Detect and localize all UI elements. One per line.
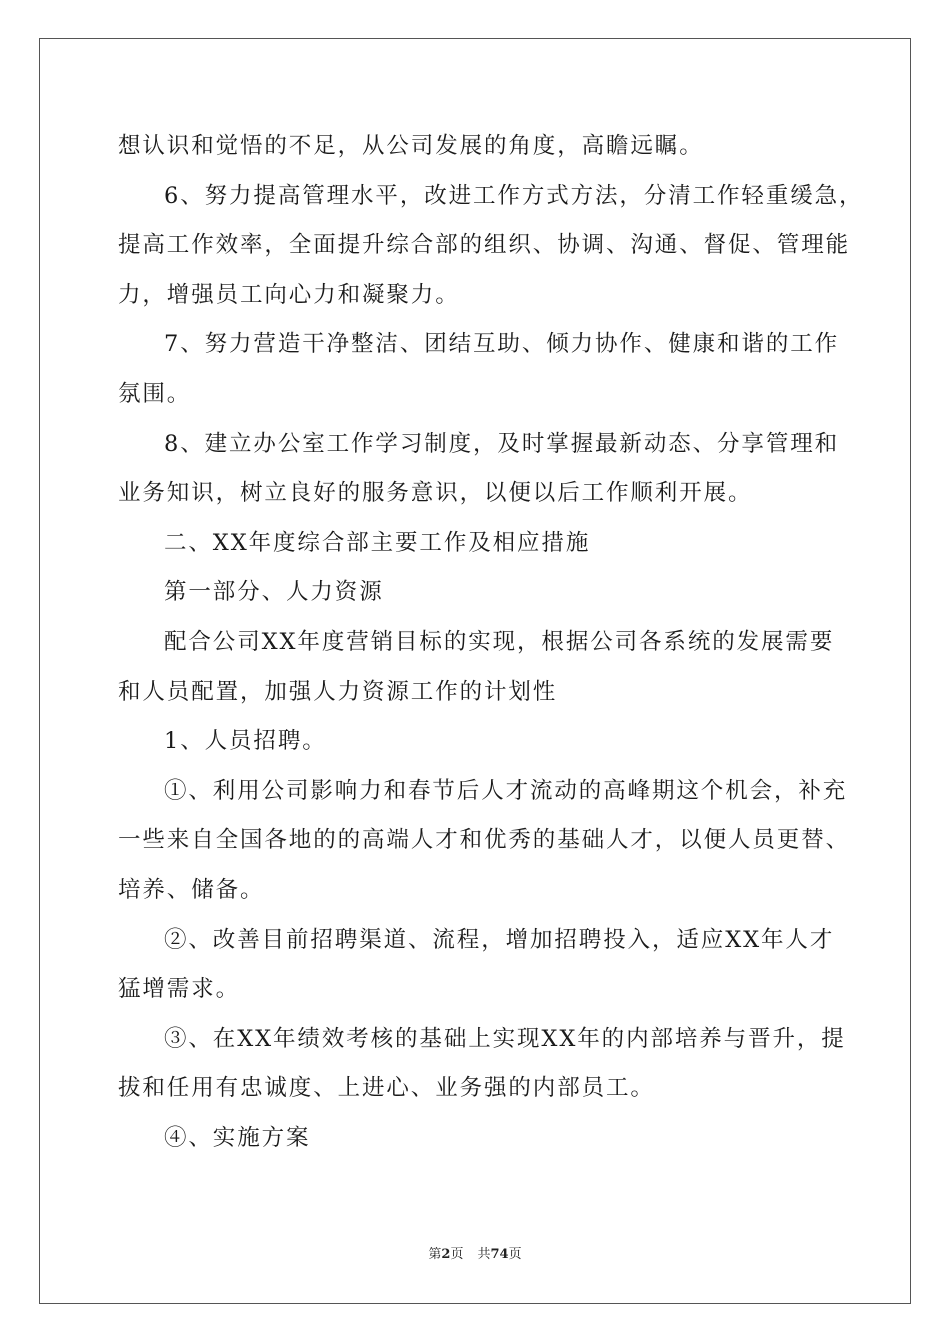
section-heading: 二、XX年度综合部主要工作及相应措施 [164, 529, 591, 556]
body-line: ④、实施方案 [164, 1124, 311, 1151]
body-line: 想认识和觉悟的不足，从公司发展的角度，高瞻远瞩。 [118, 133, 704, 159]
body-line: ③、在XX年绩效考核的基础上实现XX年的内部培养与晋升，提 [164, 1025, 846, 1052]
total-pages-number: 74 [490, 1247, 509, 1262]
subsection-heading: 第一部分、人力资源 [164, 579, 384, 606]
body-line: 7、努力营造干净整洁、团结互助、倾力协作、健康和谐的工作 [164, 331, 840, 358]
body-line: 氛围。 [118, 380, 192, 407]
body-line: 培养、储备。 [118, 876, 265, 903]
body-line: 和人员配置，加强人力资源工作的计划性 [118, 678, 558, 705]
page-prefix: 第 [428, 1247, 442, 1262]
body-line: ②、改善目前招聘渠道、流程，增加招聘投入，适应XX年人才 [164, 926, 835, 953]
list-item-heading: 1、人员招聘。 [164, 728, 327, 755]
body-line: 业务知识，树立良好的服务意识，以便以后工作顺利开展。 [118, 480, 753, 507]
total-suffix: 页 [508, 1247, 522, 1262]
body-line: 猛增需求。 [118, 976, 241, 1003]
page-suffix: 页 [450, 1247, 464, 1262]
body-line: 力，增强员工向心力和凝聚力。 [118, 281, 460, 308]
body-line: 提高工作效率，全面提升综合部的组织、协调、沟通、督促、管理能 [118, 232, 851, 259]
body-line: 6、努力提高管理水平，改进工作方式方法，分清工作轻重缓急， [164, 182, 864, 209]
current-page-number: 2 [441, 1247, 451, 1262]
total-prefix: 共 [477, 1247, 491, 1262]
body-line: ①、利用公司影响力和春节后人才流动的高峰期这个机会，补充 [164, 777, 848, 804]
document-body [118, 122, 864, 1163]
page-footer [0, 1247, 950, 1263]
body-line: 一些来自全国各地的的高端人才和优秀的基础人才，以便人员更替、 [118, 827, 851, 854]
body-line: 8、建立办公室工作学习制度，及时掌握最新动态、分享管理和 [164, 430, 840, 457]
body-line: 拔和任用有忠诚度、上进心、业务强的内部员工。 [118, 1075, 655, 1102]
body-line: 配合公司XX年度营销目标的实现，根据公司各系统的发展需要 [164, 628, 835, 655]
